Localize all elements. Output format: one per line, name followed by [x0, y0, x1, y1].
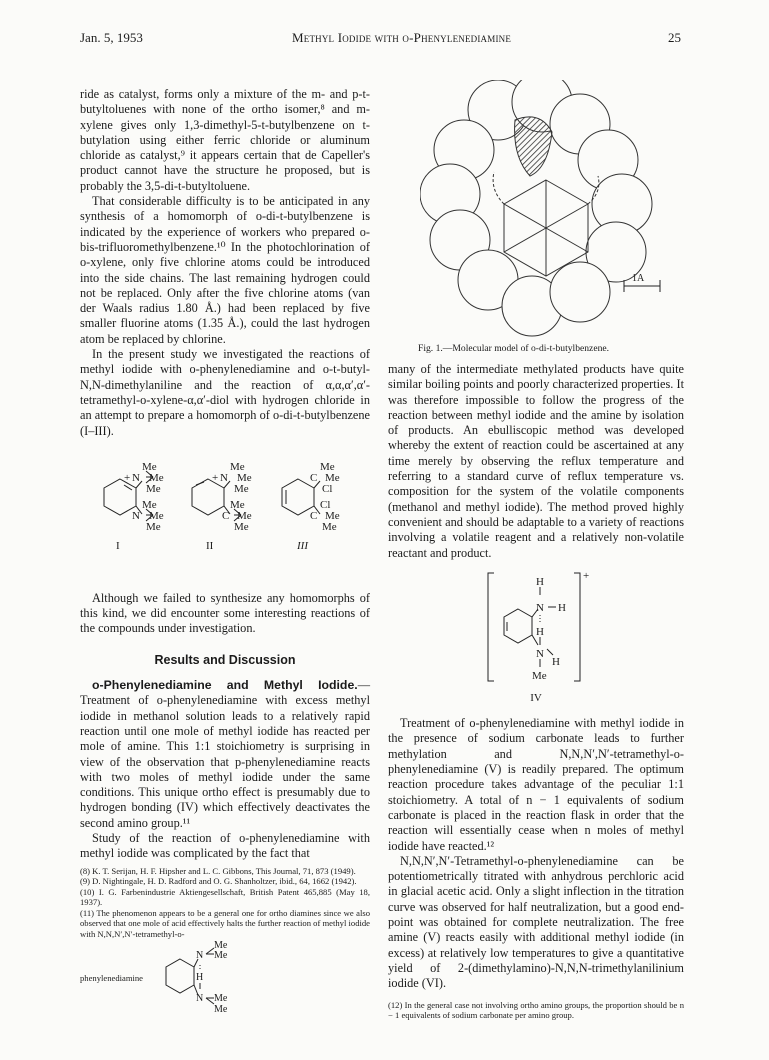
label-h: H — [536, 625, 544, 638]
paragraph: That considerable difficulty is to be anticipated in any synthesis of a homomorph of o-di-t-butylbenzene is indicated by the experience of workers who prepared o-bis-trifluoromethylbenzene.¹⁰ In the photochlorination of o-xylene, only five chlorine atoms could be introduced into the side chains. The last remaining hydrogen could not be replaced. Only after the five chlorine atoms (van der Waals radius 1.80 Å.) had been replaced by five smaller fluorine atoms (1.35 Å.), could the last hydrogen atom be replaced by chlorine. — [80, 194, 370, 346]
label-compound-iv: IV — [530, 691, 542, 704]
paragraph: many of the intermediate methylated products have quite similar boiling points and poorly characterized properties. It was therefore impossible to follow the progress of the reaction between methyl iodide and the amine by isolation of products. An ebulliscopic method was developed whereby the extent of reaction could be ascertained at any time merely by observing the reflux temperature and referring to a standard curve of reflux temperature vs. composition for the system of the volatile components (methanol and methyl iodide). The method proved highly convenient and should be adaptable to a variety of reactions involving a volatile reagent and a relatively non-volatile reactant and product. — [388, 362, 684, 560]
label-n: N — [196, 950, 204, 962]
runin-heading: o-Phenylenediamine and Methyl Iodide. — [92, 678, 358, 693]
label-me: Me — [214, 993, 228, 1005]
footnote: (10) I. G. Farbenindustrie Aktiengesellschaft, British Patent 465,885 (May 18, 1937). — [80, 886, 370, 908]
paragraph: Study of the reaction of o-phenylenediamine with methyl iodide was complicated by the fact that — [80, 830, 370, 861]
label-h: H — [536, 575, 544, 588]
label-compound-iii: III — [297, 539, 308, 552]
footnote: (12) In the general case not involving ortho amino groups, the proportion should be n − 1 equivalents of sodium carbonate per amino group. — [388, 999, 684, 1020]
label-me: Me — [214, 940, 228, 952]
label-me: Me — [149, 509, 164, 522]
label-h: H — [552, 655, 560, 668]
label-me: Me — [237, 509, 252, 522]
label-me: Me — [322, 520, 337, 533]
label-n: N — [196, 993, 204, 1005]
label-me: Me — [146, 520, 161, 533]
molecular-model-figure — [420, 80, 682, 338]
paragraph: ride as catalyst, forms only a mixture of the m- and p-t-butyltoluenes with none of the ortho isomer,⁸ and m-xylene gives only 1,3-dimethyl-5-t-butylbenzene on t-butylation using either ferric chloride or aluminum chloride as catalyst,⁹ it appears certain that de Capeller's product cannot have the structure he proposed, but is probably the 3,5-di-t-butyltoluene. — [80, 87, 370, 193]
label-me: Me — [325, 509, 340, 522]
label-plus: + — [212, 471, 219, 484]
label-c: C — [310, 471, 318, 484]
footnote: (11) The phenomenon appears to be a general one for ortho diamines since we also observed that one mole of acid effectively halts the further reaction of methyl iodide with N,N,N′,N′-tetramethyl-o- — [80, 907, 370, 939]
label-me: Me — [532, 669, 547, 682]
label-me: Me — [214, 1004, 228, 1016]
label-me: Me — [214, 950, 228, 962]
label-compound-i: I — [116, 539, 120, 552]
label-h: H — [558, 601, 566, 614]
label-me: Me — [320, 460, 335, 473]
footnote-structure — [80, 939, 370, 1019]
paragraph: In the present study we investigated the reactions of methyl iodide with o-phenylenediamine and o-t-butyl-N,N-dimethylaniline and the reaction of α,α,α′,α′-tetramethyl-o-xylene-α,α′-diol with hydrogen chloride in an attempt to prepare a homomorph of o-di-t-butylbenzene (I–III). — [80, 347, 370, 438]
figure-caption: Fig. 1.—Molecular model of o-di-t-butylbenzene. — [418, 343, 610, 354]
footnote: (9) D. Nightingale, H. D. Radford and O. G. Shanholtzer, ibid., 64, 1662 (1942). — [80, 876, 357, 887]
label-n: N — [132, 471, 140, 484]
label-plus: + — [583, 569, 590, 582]
label-n: N — [220, 471, 228, 484]
structures-i-ii-iii — [80, 445, 370, 587]
label-cl: Cl — [322, 482, 333, 495]
label-n: N — [536, 601, 544, 614]
paragraph: —Treatment of o-phenylenediamine with excess methyl iodide in methanol solution leads to a relatively rapid reaction until one mole of methyl iodide has reacted per mole of amine. This 1:1 stoichiometry is surprising in view of the observation that p-phenylenediamine reacts with two moles of methyl iodide under the same conditions. This unique ortho effect is presumably due to hydrogen bonding (IV) which effectively deactivates the second amino group.¹¹ — [80, 678, 370, 830]
paragraph: Although we failed to synthesize any homomorphs of this kind, we did encounter some interesting reactions of the compounds under investigation. — [80, 590, 370, 636]
scale-label: 1A — [632, 273, 645, 284]
footnote: (8) K. T. Serijan, H. F. Hipsher and L. C. Gibbons, This Journal, 71, 873 (1949). — [80, 865, 356, 876]
label-me: Me — [234, 520, 249, 533]
structure-iv — [388, 565, 684, 689]
label-me: Me — [325, 471, 340, 484]
footnote-text: phenylenediamine — [80, 973, 143, 984]
header-date: Jan. 5, 1953 — [80, 30, 143, 45]
label-me: Me — [149, 471, 164, 484]
left-column — [80, 87, 370, 1019]
footnotes — [80, 866, 370, 940]
label-c: C — [222, 509, 230, 522]
label-me: Me — [142, 460, 157, 473]
label-me: Me — [230, 460, 245, 473]
label-plus: + — [124, 471, 131, 484]
paragraph: N,N,N′,N′-Tetramethyl-o-phenylenediamine can be potentiometrically titrated with anhydrous perchloric acid in glacial acetic acid. Only a slight inflection in the titration curve was observed for half neutralization, but a good end-point was obtained for complete neutralization. The free amine (V) reacts easily with additional methyl iodide (in excess) at relatively low temperatures to give a quantitative yield of 2-(dimethylamino)-N,N,N-trimethylanilinium iodide (VI). — [388, 853, 684, 991]
label-c: C — [310, 509, 318, 522]
page-number: 25 — [668, 30, 681, 45]
label-me: Me — [142, 498, 157, 511]
label-n: N — [132, 509, 140, 522]
section-heading: Results and Discussion — [154, 652, 296, 667]
label-cl: Cl — [320, 498, 331, 511]
header-title: Methyl Iodide with o-Phenylenediamine — [292, 30, 512, 45]
label-me: Me — [234, 482, 249, 495]
label-h: H — [196, 972, 204, 984]
label-n: N — [536, 647, 544, 660]
label-me: Me — [230, 498, 245, 511]
label-compound-ii: II — [206, 539, 214, 552]
label-me: Me — [237, 471, 252, 484]
label-me: Me — [146, 482, 161, 495]
right-column — [388, 362, 684, 1021]
paragraph: Treatment of o-phenylenediamine with methyl iodide in the presence of sodium carbonate leads to further methylation and N,N,N′,N′-tetramethyl-o-phenylenediamine (V) is readily prepared. The optimum reaction procedure takes advantage of the peculiar 1:1 stoichiometry. A total of n − 1 equivalents of sodium carbonate is placed in the reaction flask in order that the reaction will essentially cease when n moles of methyl iodide have reacted.¹² — [388, 716, 684, 853]
